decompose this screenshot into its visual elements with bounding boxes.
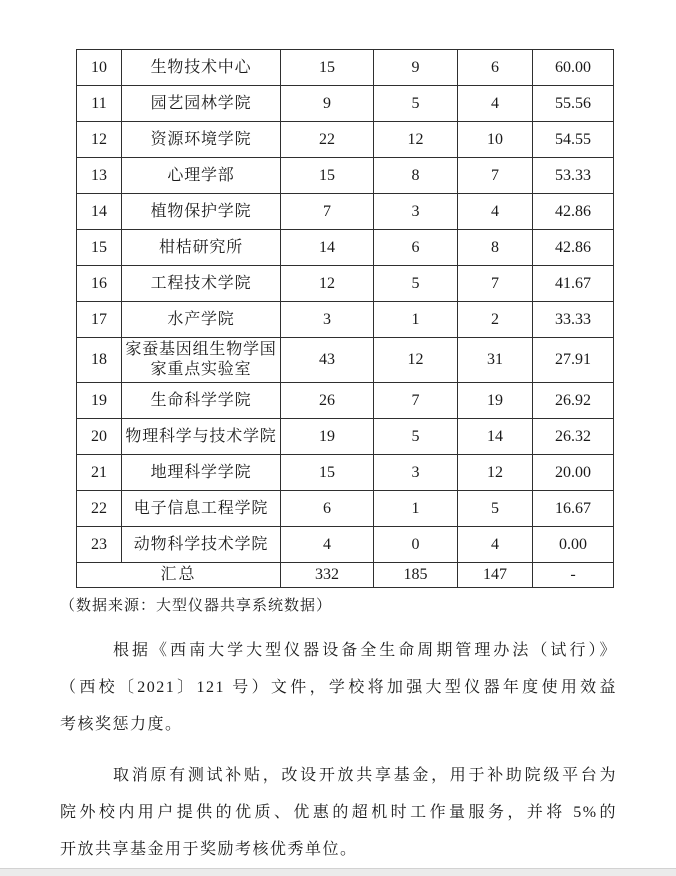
- table-row: [77, 86, 614, 122]
- unit-name-cell: 水产学院: [122, 302, 281, 338]
- value-cell: 7: [458, 266, 533, 302]
- unit-name-cell: 地理科学学院: [122, 455, 281, 491]
- table-row: [77, 230, 614, 266]
- paragraph-line: 考核奖惩力度。: [60, 716, 183, 733]
- value-cell: 0: [374, 527, 458, 563]
- row-number-cell: 14: [77, 194, 122, 230]
- row-number-cell: 21: [77, 455, 122, 491]
- value-cell: 5: [374, 419, 458, 455]
- value-cell: 12: [281, 266, 374, 302]
- rate-cell: 16.67: [533, 491, 614, 527]
- table-row: [77, 491, 614, 527]
- value-cell: 5: [374, 266, 458, 302]
- rate-cell: 27.91: [533, 338, 614, 383]
- rate-cell: 41.67: [533, 266, 614, 302]
- table-row: [77, 122, 614, 158]
- paragraph-policy: [60, 632, 617, 743]
- rate-cell: 26.32: [533, 419, 614, 455]
- row-number-cell: 10: [77, 50, 122, 86]
- rate-cell: 55.56: [533, 86, 614, 122]
- value-cell: 7: [281, 194, 374, 230]
- paragraph-line: 根据《西南大学大型仪器设备全生命周期管理办法（试行）》: [113, 642, 617, 659]
- unit-name-cell: 柑桔研究所: [122, 230, 281, 266]
- row-number-cell: 19: [77, 383, 122, 419]
- unit-name-cell: 心理学部: [122, 158, 281, 194]
- unit-name-cell: 物理科学与技术学院: [122, 419, 281, 455]
- table-row: [77, 383, 614, 419]
- value-cell: 22: [281, 122, 374, 158]
- unit-name-cell: 家蚕基因组生物学国家重点实验室: [122, 338, 281, 383]
- table-row: [77, 50, 614, 86]
- unit-name-cell: 生命科学学院: [122, 383, 281, 419]
- value-cell: 4: [458, 86, 533, 122]
- row-number-cell: 11: [77, 86, 122, 122]
- paragraph-line: （西校〔2021〕121 号）文件，学校将加强大型仪器年度使用效益: [60, 679, 617, 696]
- value-cell: 14: [458, 419, 533, 455]
- paragraph-line: 取消原有测试补贴，改设开放共享基金，用于补助院级平台为: [113, 767, 617, 784]
- rate-cell: 33.33: [533, 302, 614, 338]
- unit-name-cell: 动物科学技术学院: [122, 527, 281, 563]
- table-row: [77, 455, 614, 491]
- rate-cell: 42.86: [533, 230, 614, 266]
- table-row: [77, 419, 614, 455]
- value-cell: 4: [458, 194, 533, 230]
- page-bottom-edge: [0, 868, 676, 876]
- row-number-cell: 23: [77, 527, 122, 563]
- value-cell: 7: [458, 158, 533, 194]
- rate-cell: 0.00: [533, 527, 614, 563]
- row-number-cell: 20: [77, 419, 122, 455]
- value-cell: 6: [281, 491, 374, 527]
- unit-name-cell: 生物技术中心: [122, 50, 281, 86]
- value-cell: 8: [374, 158, 458, 194]
- value-cell: 26: [281, 383, 374, 419]
- row-number-cell: 17: [77, 302, 122, 338]
- value-cell: 3: [374, 455, 458, 491]
- value-cell: 19: [458, 383, 533, 419]
- summary-value-cell: 185: [374, 563, 458, 588]
- row-number-cell: 12: [77, 122, 122, 158]
- value-cell: 4: [458, 527, 533, 563]
- value-cell: 15: [281, 455, 374, 491]
- value-cell: 12: [458, 455, 533, 491]
- results-table: [76, 49, 614, 588]
- value-cell: 6: [374, 230, 458, 266]
- table-row: [77, 338, 614, 383]
- data-source-note: （数据来源：大型仪器共享系统数据）: [60, 598, 333, 614]
- paragraph-line: 开放共享基金用于奖励考核优秀单位。: [60, 841, 358, 858]
- rate-cell: 20.00: [533, 455, 614, 491]
- rate-cell: 53.33: [533, 158, 614, 194]
- table-row: [77, 266, 614, 302]
- value-cell: 9: [374, 50, 458, 86]
- value-cell: 1: [374, 491, 458, 527]
- unit-name-cell: 植物保护学院: [122, 194, 281, 230]
- value-cell: 19: [281, 419, 374, 455]
- value-cell: 31: [458, 338, 533, 383]
- table-row: [77, 302, 614, 338]
- rate-cell: 42.86: [533, 194, 614, 230]
- row-number-cell: 13: [77, 158, 122, 194]
- unit-name-cell: 工程技术学院: [122, 266, 281, 302]
- value-cell: 5: [458, 491, 533, 527]
- row-number-cell: 15: [77, 230, 122, 266]
- table-row: [77, 194, 614, 230]
- value-cell: 1: [374, 302, 458, 338]
- table-container: [76, 49, 614, 588]
- value-cell: 6: [458, 50, 533, 86]
- value-cell: 15: [281, 50, 374, 86]
- row-number-cell: 22: [77, 491, 122, 527]
- paragraph-line: 院外校内用户提供的优质、优惠的超机时工作量服务，并将 5%的: [60, 804, 617, 821]
- unit-name-cell: 电子信息工程学院: [122, 491, 281, 527]
- rate-cell: 54.55: [533, 122, 614, 158]
- row-number-cell: 18: [77, 338, 122, 383]
- table-row: [77, 527, 614, 563]
- row-number-cell: 16: [77, 266, 122, 302]
- summary-row: [77, 563, 614, 588]
- value-cell: 14: [281, 230, 374, 266]
- value-cell: 2: [458, 302, 533, 338]
- value-cell: 7: [374, 383, 458, 419]
- summary-value-cell: 332: [281, 563, 374, 588]
- paragraph-subsidy: [60, 757, 617, 868]
- table-row: [77, 158, 614, 194]
- value-cell: 10: [458, 122, 533, 158]
- value-cell: 12: [374, 338, 458, 383]
- value-cell: 3: [374, 194, 458, 230]
- value-cell: 3: [281, 302, 374, 338]
- value-cell: 4: [281, 527, 374, 563]
- summary-label-cell: 汇总: [77, 563, 281, 588]
- rate-cell: 26.92: [533, 383, 614, 419]
- value-cell: 12: [374, 122, 458, 158]
- unit-name-cell: 园艺园林学院: [122, 86, 281, 122]
- value-cell: 15: [281, 158, 374, 194]
- summary-value-cell: 147: [458, 563, 533, 588]
- value-cell: 5: [374, 86, 458, 122]
- rate-cell: 60.00: [533, 50, 614, 86]
- value-cell: 8: [458, 230, 533, 266]
- summary-value-cell: -: [533, 563, 614, 588]
- value-cell: 43: [281, 338, 374, 383]
- value-cell: 9: [281, 86, 374, 122]
- unit-name-cell: 资源环境学院: [122, 122, 281, 158]
